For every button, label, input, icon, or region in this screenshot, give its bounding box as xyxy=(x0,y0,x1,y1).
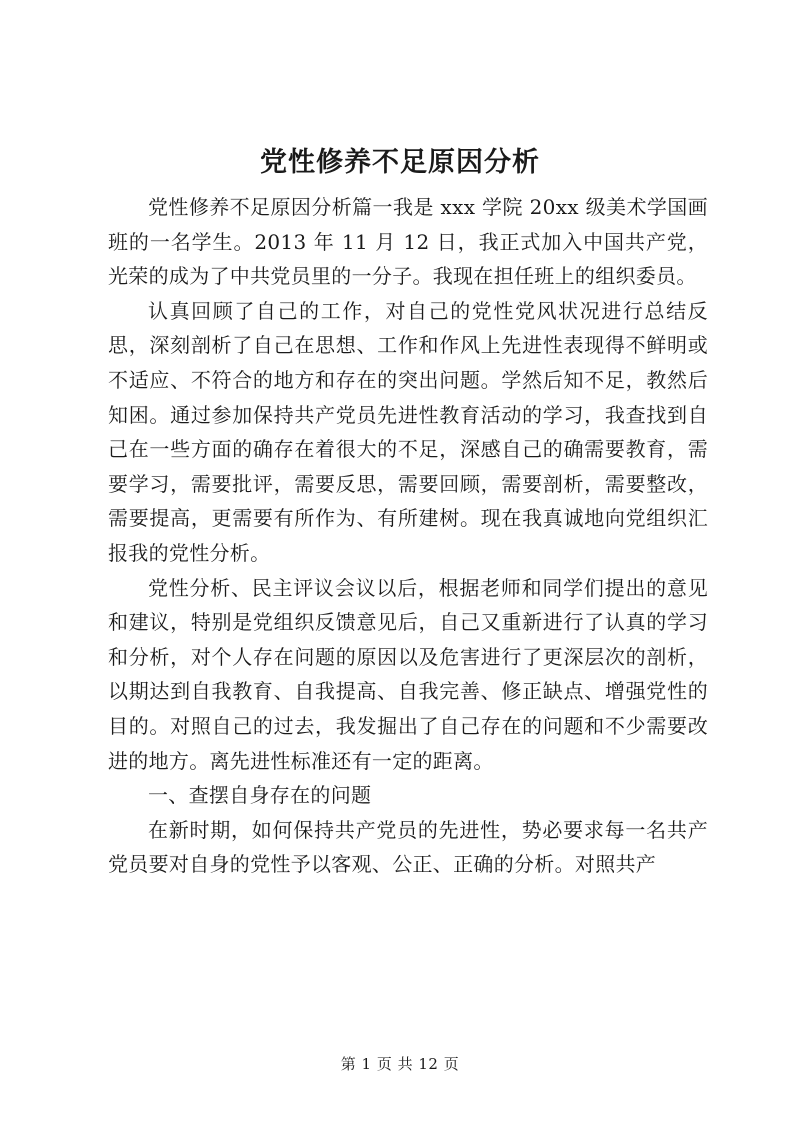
page-number-footer: 第 1 页 共 12 页 xyxy=(340,1055,460,1073)
paragraph-3: 党性分析、民主评议会议以后，根据老师和同学们提出的意见和建议，特别是党组织反馈意见后，自己又重新进行了认真的学习和分析，对个人存在问题的原因以及危害进行了更深层次的剖析，以期达到自我教育、自我提高、自我完善、修正缺点、增强党性的目的。对照自己的过去，我发掘出了自己存在的问题和不少需要改进的地方。离先进性标准还有一定的距离。 xyxy=(108,575,708,773)
document-body xyxy=(108,190,708,882)
section-heading: 一、查摆自身存在的问题 xyxy=(148,783,372,808)
paragraph-4: 在新时期，如何保持共产党员的先进性，势必要求每一名共产党员要对自身的党性予以客观、公正、正确的分析。对照共产 xyxy=(108,817,708,877)
paragraph-2: 认真回顾了自己的工作，对自己的党性党风状况进行总结反思，深刻剖析了自己在思想、工作和作风上先进性表现得不鲜明或不适应、不符合的地方和存在的突出问题。学然后知不足，教然后知困。通过参加保持共产党员先进性教育活动的学习，我查找到自己在一些方面的确存在着很大的不足，深感自己的确需要教育，需要学习，需要批评，需要反思，需要回顾，需要剖析，需要整改，需要提高，更需要有所作为、有所建树。现在我真诚地向党组织汇报我的党性分析。 xyxy=(108,298,708,565)
paragraph-1: 党性修养不足原因分析篇一我是 xxx 学院 20xx 级美术学国画班的一名学生。2013 年 11 月 12 日，我正式加入中国共产党，光荣的成为了中共党员里的一分子。我现在担任班上的组织委员。 xyxy=(108,195,708,289)
document-title: 党性修养不足原因分析 xyxy=(260,147,540,178)
